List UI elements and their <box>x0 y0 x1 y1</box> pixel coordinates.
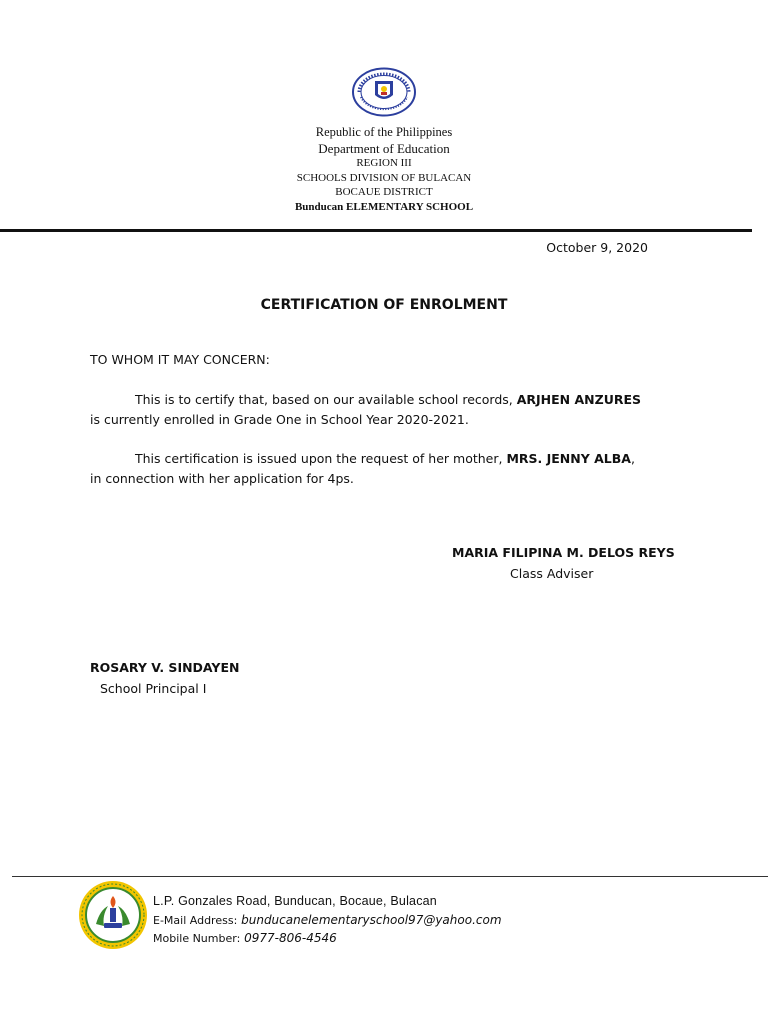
student-name: ARJHEN ANZURES <box>516 392 642 407</box>
paragraph-text: This certification is issued upon the request of her mother, <box>135 451 507 466</box>
principal-name: ROSARY V. SINDAYEN <box>90 660 240 675</box>
parent-name: MRS. JENNY ALBA <box>506 451 631 466</box>
school-seal-logo <box>78 880 148 950</box>
adviser-title: Class Adviser <box>510 566 594 581</box>
email-value: bunducanelementaryschool97@yahoo.com <box>241 913 502 927</box>
mobile-label: Mobile Number: <box>153 932 241 945</box>
paragraph-text: This is to certify that, based on our available school records, <box>135 392 517 407</box>
header-region: REGION III <box>356 157 412 169</box>
footer-mobile-row <box>153 931 337 945</box>
request-paragraph <box>90 449 650 489</box>
footer-email-row <box>153 913 502 927</box>
header-republic: Republic of the Philippines <box>315 125 453 139</box>
header-division: SCHOOLS DIVISION OF BULACAN <box>296 172 472 184</box>
mobile-value: 0977-806-4546 <box>244 931 337 945</box>
email-label: E-Mail Address: <box>153 914 238 927</box>
paragraph-text: , in connection with her application for 4ps. <box>90 451 635 486</box>
header-department: Department of Education <box>318 141 450 156</box>
adviser-name: MARIA FILIPINA M. DELOS REYS <box>452 545 675 560</box>
paragraph-text: is currently enrolled in Grade One in School Year 2020-2021. <box>90 412 469 427</box>
header-divider <box>0 229 752 232</box>
header-school-name: Bunducan ELEMENTARY SCHOOL <box>294 201 474 213</box>
footer-address: L.P. Gonzales Road, Bunducan, Bocaue, Bulacan <box>153 894 437 908</box>
salutation: TO WHOM IT MAY CONCERN: <box>90 352 270 367</box>
document-date: October 9, 2020 <box>546 240 648 255</box>
principal-title: School Principal I <box>100 681 207 696</box>
footer-divider <box>12 876 768 877</box>
deped-seal-logo <box>351 67 417 117</box>
certification-paragraph <box>90 390 650 430</box>
document-title: CERTIFICATION OF ENROLMENT <box>260 297 508 313</box>
header-district: BOCAUE DISTRICT <box>335 186 433 198</box>
